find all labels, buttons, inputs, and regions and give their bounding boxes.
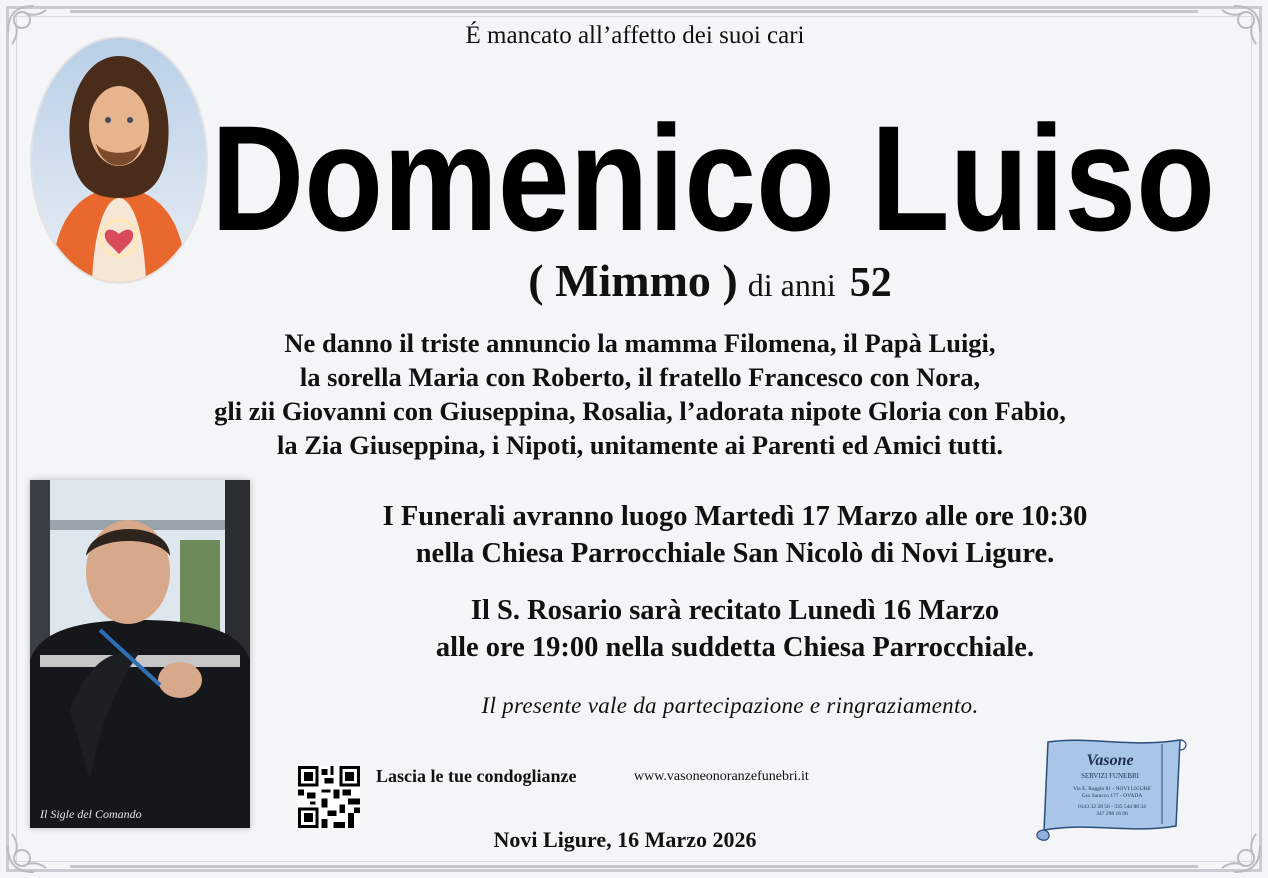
deceased-name-text: Domenico Luiso <box>211 94 1215 262</box>
age-prefix: di anni <box>747 267 836 303</box>
top-rule <box>70 10 1198 13</box>
age-value: 52 <box>849 260 892 306</box>
logo-phone-line: 347 298 16 06 <box>1096 811 1128 817</box>
announcement <box>120 326 1160 462</box>
deceased-photo <box>30 480 250 828</box>
logo-address-line: Via E. Raggio 81 - NOVI LIGURE <box>1073 786 1151 792</box>
funeral-info <box>260 498 1210 572</box>
logo-phones <box>1054 804 1170 818</box>
corner-ornament-icon <box>1210 2 1264 56</box>
website-link[interactable]: www.vasoneonoranzefunebri.it <box>634 769 809 784</box>
announcement-line: gli zii Giovanni con Giuseppina, Rosalia, l’adorata nipote Gloria con Fabio, <box>214 396 1066 426</box>
intro-text: É mancato all’affetto dei suoi cari <box>465 22 805 49</box>
rosary-info <box>260 592 1210 666</box>
announcement-line: Ne danno il triste annuncio la mamma Filomena, il Papà Luigi, <box>284 328 996 358</box>
announcement-line: la Zia Giuseppina, i Nipoti, unitamente ai Parenti ed Amici tutti. <box>276 430 1004 460</box>
condolences-label: Lascia le tue condoglianze <box>376 766 577 786</box>
place-date: Novi Ligure, 16 Marzo 2026 <box>493 827 757 852</box>
bottom-rule <box>70 865 1198 868</box>
funeral-home-logo <box>1030 734 1190 844</box>
rosary-line: alle ore 19:00 nella suddetta Chiesa Parrocchiale. <box>435 632 1035 663</box>
rosary-line: Il S. Rosario sarà recitato Lunedì 16 Marzo <box>470 595 1000 626</box>
logo-subtitle: SERVIZI FUNEBRI <box>1081 772 1139 780</box>
logo-address-line: Cso Saracco 177 - OVADA <box>1081 793 1143 799</box>
photo-caption: Il Sigle del Comando <box>40 807 142 821</box>
nickname: ( Mimmo ) <box>528 255 738 306</box>
logo-address <box>1054 786 1170 800</box>
logo-phone-line: 0143 32 28 56 - 335 544 88 34 <box>1078 804 1146 810</box>
qr-code-icon[interactable] <box>298 766 360 828</box>
funeral-line: I Funerali avranno luogo Martedì 17 Marzo alle ore 10:30 <box>382 501 1088 532</box>
nickname-age-line <box>380 254 1040 307</box>
announcement-line: la sorella Maria con Roberto, il fratello Francesco con Nora, <box>299 362 981 392</box>
funeral-line: nella Chiesa Parrocchiale San Nicolò di Novi Ligure. <box>415 538 1055 569</box>
deceased-name <box>208 52 1218 262</box>
logo-brand: Vasone <box>1086 752 1134 769</box>
corner-ornament-icon <box>4 2 58 56</box>
corner-ornament-icon <box>1210 822 1264 876</box>
corner-ornament-icon <box>4 822 58 876</box>
closing-note: Il presente vale da partecipazione e ringraziamento. <box>481 693 979 718</box>
sacred-heart-portrait <box>30 36 208 284</box>
